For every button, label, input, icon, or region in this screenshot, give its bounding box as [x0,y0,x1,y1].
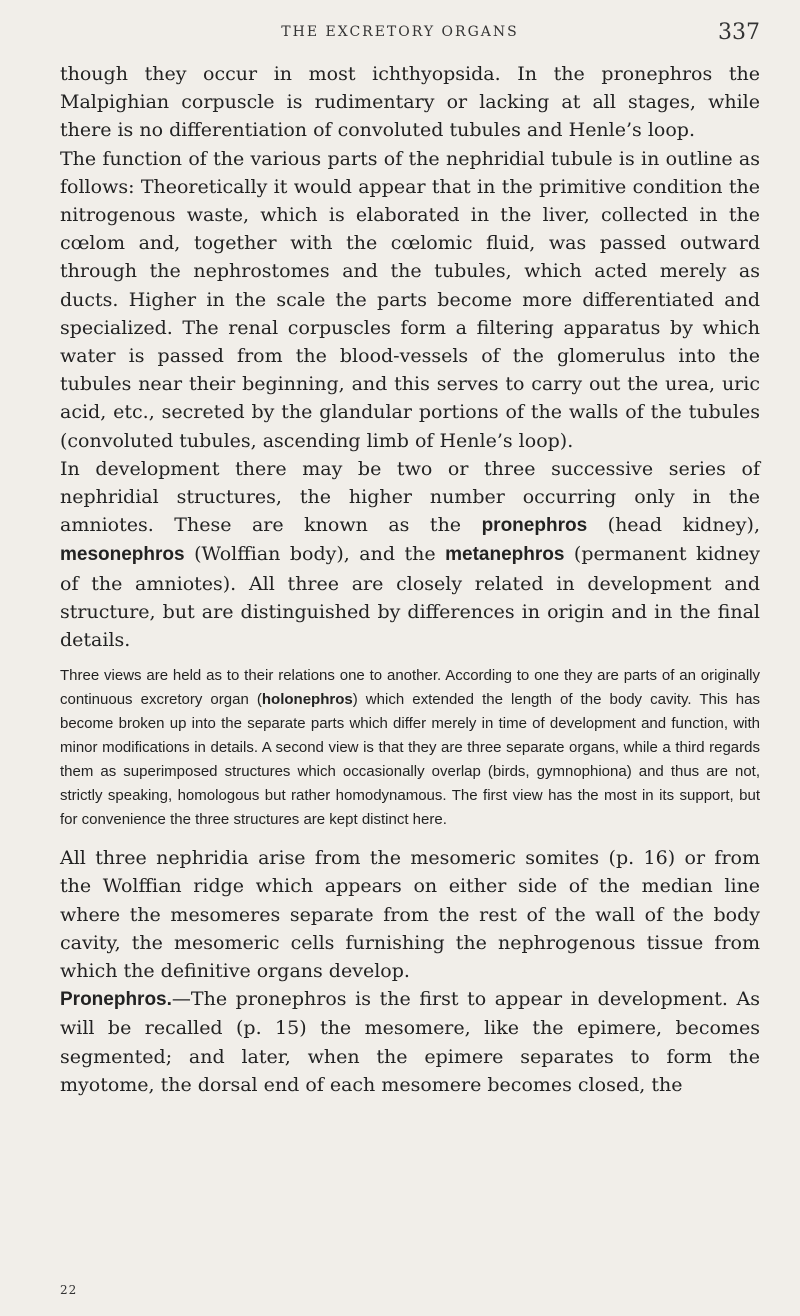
main-text-lower [60,844,760,1099]
paragraph-pronephros [60,985,760,1099]
term-holonephros: holonephros [261,691,353,709]
page-number: 337 [718,20,760,45]
page-body [60,60,760,1099]
paragraph-text: (Wolffian body), and the [184,543,446,566]
term-metanephros: metanephros [445,544,565,566]
paragraph-text: (permanent kidney of the amniotes). All three are closely related in development and structure, but are distinguished by differences in origin and in the final details. [60,543,760,652]
paragraph-continuation: though they occur in most ichthyopsida. In the pronephros the Malpighian corpuscle is rudimentary or lacking at all stages, while there is no differentiation of convoluted tubules and Henle’s loop. [60,63,760,142]
paragraph-text: —The pronephros is the first to appear in development. As will be recalled (p. 15) the mesomere, like the epimere, becomes segmented; and later, when the epimere separates to form the myotome, the dorsal end of each mesomere becomes closed, the [60,988,760,1096]
note-text: ) which extended the length of the body cavity. This has become broken up into the separate parts which differ merely in time of development and function, with minor modifications in details. A second view is that they are three separate organs, while a third regards them as superimposed structures which occasionally overlap (birds, gymnophiona) and thus are not, strictly speaking, homologous but rather homodynamous. The first view has the most in its support, but for convenience the three structures are kept distinct here. [60,691,760,829]
paragraph-text: (head kidney), [587,514,760,537]
note-paragraph [60,664,760,832]
running-head [0,20,800,60]
running-title: THE EXCRETORY ORGANS [281,24,519,40]
small-print-note [60,664,760,832]
signature-mark: 22 [60,1283,78,1297]
paragraph-development [60,455,760,654]
paragraph-function: The function of the various parts of the nephridial tubule is in outline as follows: Theoretically it would appear that in the primitive condition the nitrogenous waste, which is elaborated in the liver, collected in the cœlom and, together with the cœlomic fluid, was passed outward through the nephrostomes and the tubules, which acted merely as ducts. Higher in the scale the parts become more differentiated and specialized. The renal corpuscles form a filtering apparatus by which water is passed from the blood-vessels of the glomerulus into the tubules near their beginning, and this serves to carry out the urea, uric acid, etc., secreted by the glandular portions of the walls of the tubules (convoluted tubules, ascending limb of Henle’s loop). [60,147,760,452]
term-mesonephros: mesonephros [60,544,185,566]
paragraph-origin: All three nephridia arise from the mesomeric somites (p. 16) or from the Wolffian ridge which appears on either side of the median line where the mesomeres separate from the rest of the wall of the body cavity, the mesomeric cells furnishing the nephrogenous tissue from which the definitive organs develop. [60,847,760,983]
paragraph-text: In development there may be two or three successive series of nephridial structures, the higher number occurring only in the amniotes. These are known as the [60,457,760,537]
term-pronephros: pronephros [481,515,588,537]
section-heading-pronephros: Pronephros. [60,989,172,1011]
note-text: Three views are held as to their relations one to another. According to one they are parts of an originally continuous excretory organ ( [60,667,760,709]
main-text-upper [60,60,760,654]
